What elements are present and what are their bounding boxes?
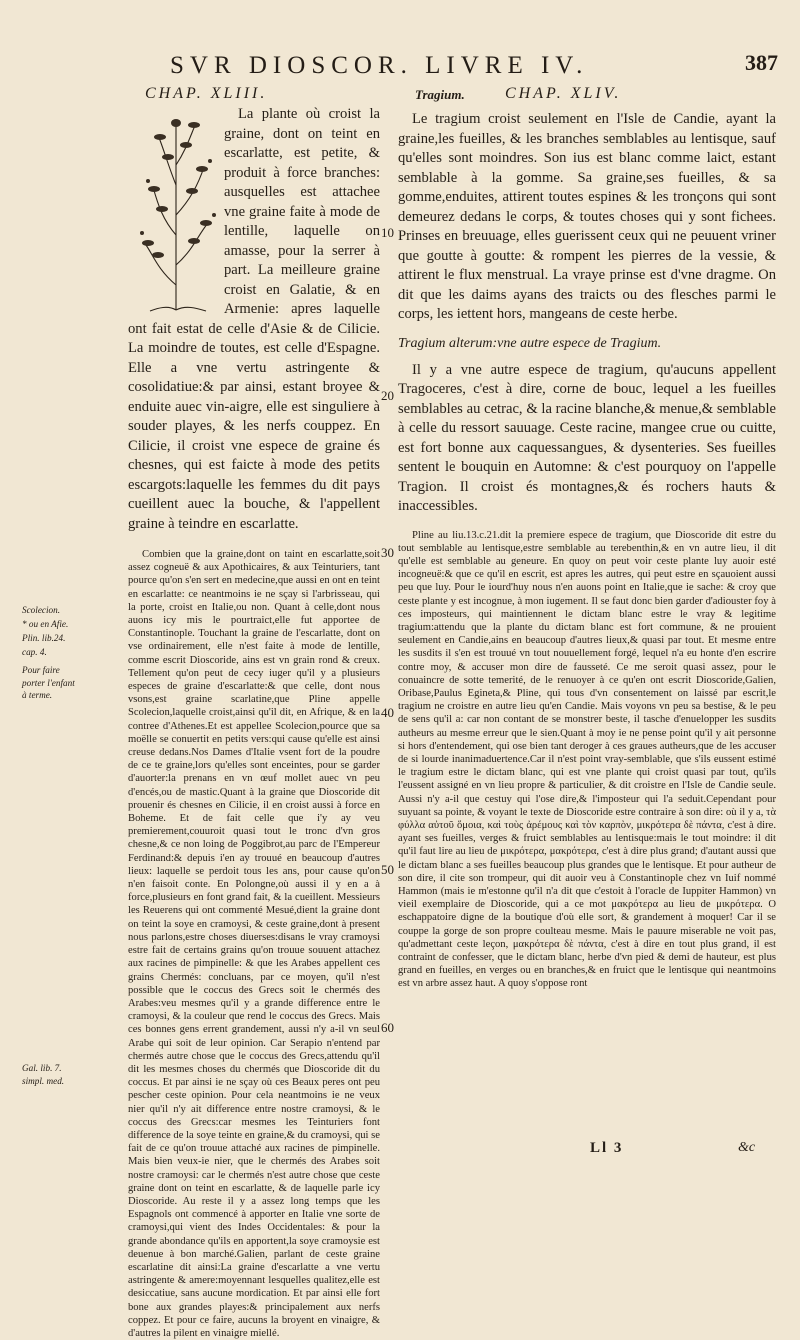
page-number: 387 (745, 50, 778, 75)
right-subheading: Tragium alterum:vne autre espece de Tragium. (398, 335, 662, 351)
left-column (128, 105, 380, 1340)
line-number: 50 (381, 862, 394, 877)
margin-note-scolecion: Scolecion. (22, 605, 61, 615)
right-second-text: Il y a vne autre espece de tragium, qu'aucuns appellent Tragoceres, c'est à dire, corne de bouc, lequel a les fueilles semblables au cetrac, & la racine blanche,& menue,& semblable à celle du ressort sauuage. Ceste racine, mangee crue ou cuitte, est fort bonne aux caquessangues, & dysenteries. Ses fueilles sentent le bouquin en Automne: & c'est pourquoy on l'appelle Tragion. Il croist és montagnes,& és rochers hauts & inaccessibles. (398, 361, 776, 514)
margin-note-galien: Gal. lib. 7. simpl. med. (22, 1063, 65, 1086)
margin-note-afie: * ou en Afie. (22, 619, 69, 629)
plant-illustration (128, 105, 224, 315)
right-commentary: Pline au liu.13.c.21.dit la premiere espece de tragium, que Dioscoride dit estre du tout semblable au lentisque,estre semblable au terebenthin,& en vn autre lieu, il dit qu'elle est semblable au geneure. En quoy on peut voir ceste plante luy auoir esté incogneuë:& que ce qu'il en escrit, est apres les autres, qui peut estre en sçauoient aussi peu que luy. Pour le iourd'huy nous n'en auons point en Italie,que ie sache: & croy que ceste plante y est incognue, à mon iugement. Il se faut donc bien garder d'adiouster foy à ces imposteurs, qui maintiennent le dictam blanc estre le vray & legitime tragium:attendu que la plante du dictam blanc est fort commune, & ne prouient seulement en Candie,ains en beaucoup d'autres lieux,& quasi par tout. Et mesme entre les susdits il s'en est trouué vn tout nouuellement forgé, lequel n'a eu honte d'en escrire contre moy, & accuser mon dire de fausseté. Ce me seroit quasi assez, pour le conuaincre de sotte temerité, de le renuoyer à ce qu'en ont escrit Dioscoride,Galien, Oribase,Paulus Egineta,& Pline, qui tous d'vn consentement on laissé par escrit,le tragium ne croistre en autre lieu qu'en Candie. Mais voyons vn peu sa bestise, & le peu de sens qu'il a: car non contant de se monstrer beste, il tasche d'enuelopper les susdits autheurs au mesme erreur que le sien.Quant à moy ie ne pense point qu'il y ait personne si hors d'entendement, qui ose bien tant deroger à ces graues autheurs,que de les accuser de si lourde inanimaduertence.Car il n'est point vray-semblable, que s'ils eussent estimé le tragium estre le dictam blanc, qui est vne plante qui croist quasi par tout, qu'ils l'eussent assigné en vn lieu propre & particulier, & dit croistre en l'Isle de Candie seule. Aussi n'y a-il que cestuy qui l'ose dire,& l'imposteur qui l'a seduit.Cependant pour suyuant sa pointe, & voyant le texte de Dioscoride estre contraire à son dire: où il y a, τὰ φύλλα αὐτοῦ ὅμοια, καὶ τοὺς ἀρέμους καὶ τὸν καρπὸν, μικρότερα δὲ πάντα, c'est à dire. ayant ses fueilles, verges & fruict semblables au lentisque:mais le tout moindre: il dit qu'il faut lire au lieu de μικρότερα, μακρότερα, c'est à dire plus grand; d'autant aussi que le dictam blanc a ses fueilles beaucoup plus grandes que le lentisque. Et pour autheur de son dire, il cite son trompeur, qui dit auoir veu à Constantinople chez vn Iuif nommé Hammon (mais ie m'estonne qu'il n'a dit que c'estoit à l'oracle de Iuppiter Hammon) vn vieil exemplaire de Dioscoride, qui a ce mot μακρότερα au lieu de μικρότερα. O eschappatoire digne de la boutique d'où elle sort, & grandement à moquer! Car il se couppe la gorge de son propre coulteau mesme. Mais le pauure miserable ne voit pas, qu'admettant ceste leçon, μακρότερα δὲ πάντα, c'est à dire en tout plus grand, il est contraint de confesser, que le dictam blanc, herbe d'vn pied & demi de hauteur, est plus grand en fueilles, en verges ou en branches,& en fruict que le lentisque qui neantmoins est vn arbre assez haut. A quoy s'oppose ront (398, 529, 776, 990)
printer-signature: Ll 3 (590, 1140, 624, 1156)
margin-note-terme: Pour faire porter l'enfant à terme. (22, 665, 75, 701)
running-head: SVR DIOSCOR. LIVRE IV. (170, 52, 589, 79)
right-main-text: Le tragium croist seulement en l'Isle de Candie, ayant la graine,les fueilles, & les branches semblables au lentisque, sauf qu'elles sont moindres. Son ius est blanc comme laict, estant semblable à la gomme. Sa graine,ses fueilles, & sa gomme,enduites, attirent toutes espines & les tronçons qui sont demeurez dedans le corps, & toutes choses qui y sont fichees. Prinses en breuuage, elles guerissent ceux qui ne peuuent vriner que goutte à goutte: & rompent les pierres de la vessie, & attirent le flux menstrual. La vraye prinse est d'vne dragme. On dit que les daims ayans des traicts ou des flesches parmi le corps, les iettent hors, mangeans de ceste herbe. (398, 111, 776, 322)
line-number: 20 (381, 388, 394, 403)
chapter-heading-right: CHAP. XLIV. (505, 85, 622, 102)
margin-note-cap: cap. 4. (22, 647, 47, 657)
line-number: 10 (381, 225, 394, 240)
chapter-heading-left: CHAP. XLIII. (145, 85, 268, 102)
catchword: &c (738, 1140, 756, 1155)
line-number: 30 (381, 545, 394, 560)
line-number: 40 (381, 705, 394, 720)
margin-note-plin: Plin. lib.24. (22, 633, 66, 643)
right-column (398, 110, 776, 991)
left-commentary: Combien que la graine,dont on taint en escarlatte,soit assez cogneuë & aux Apothicaires, & aux Teinturiers, tant pource qu'on s'en sert en medecine,que aussi en ont en teint en escarlatte: ce neantmoins ie ne sçay si l'arbrisseau, qui la porte, croist en Italie,ou non. Quant à celle,dont nous auons icy mis le pourtraict,elle fut apportee de Constantinople. Touchant la graine de l'escarlatte, dont on vse ordinairement, elle n'est faite à mode de lentille, comme escrit Dioscoride, ains est vn grain rond & creux. Tellement qu'on peut de cecy iuger qu'il y a plusieurs especes de graine d'escarlatte:& que celle, dont nous vsons,est graine scarlatine,que Pline appelle Scolecion,laquelle croist,ainsi qu'il dit, en Afrique, & en la contree d'Athenes.Et est appellee Scolecion,pource que sa moëlle se conuertit en petits vers:qui cause qu'elle est ainsi creuse dedans.Nos Dames d'Italie vsent fort de la poudre de ce te graine,lors qu'elles sont enceintes, pour se garder d'auorter:la prenans en vn œuf mollet auec vn peu d'encés,ou de mastic.Quant à la graine que Dioscoride dit prouenir és chesnes en Cilicie, il en croist aussi à force en Boheme. Et de fait celle que i'y ay veu premierement,couuroit quasi tout le tronc d'vn gros chesne,& ce non loing de Poggibrot,au parc de l'Empereur Ferdinand:& depuis i'en ay trouué en beaucoup d'autres lieux: laquelle se perdoit tous les ans, pour cause qu'on n'en faisoit conte. En Polongne,où aussi il y en a à force,plusieurs en font grand fait, & la cueillent. Messieurs les Reuerens qui ont commenté Mesué,dient la graine dont on teint la soye en cramoysi, & ceste graine,dont à present nous parlons,estre choses diuerses:disans le vray cramoysi estre fait de certains grains qu'on trouue souuent attachez aux racines de pimpinelle: & que les Arabes appellent ces grains Chermés: concluans, par ce moyen, qu'il n'est possible que le coccus des Grecs soit le chermés des Arabes:veu mesmes qu'il y a grande difference entre le cramoysi, & la couleur que rend le coccus des Grecs. Mais ces bonnes gens errent grandement, aussi n'y a-il vn seul Arabe qui soit de leur opinion. Car Serapio n'entend par chermés autre chose que le coccus des Grecs,attendu qu'il dit les mesmes choses du chermés que Dioscoride dit du coccus. Et par ainsi ie ne sçay où ces Beaux peres ont peu pescher ceste opinion. Pour cela neantmoins ie ne veux nier qu'il n'y ait difference entre nostre cramoysi, & le coccus des Grecs:car mesmes les Teinturiers font difference de la soye teinte en graine,& du cramoysi, qui se fait de ce qu'on trouue attaché aux racines de pimpinelle. Mais bien veux-ie nier, que le chermés des Arabes soit nostre cramoysi: car le chermés n'est autre chose que ceste graine dont on teint en escarlatte, & de laquelle parle icy Dioscoride. Au reste il y a assez long temps que les Espagnols ont commencé à apporter en Italie vne sorte de cramoysi,qui vient des Indes Occidentales: & pour la grande abondance qu'ils en apportent,la soye cramoysie est deuenue à bon marché.Galien, parlant de ceste graine escarlatine dit ainsi:La graine d'escarlatte a vne vertu astringente & amere:moyennant lesquelles qualitez,elle est desiccatiue, sans aucune mordication. Et par ainsi elle fort bone aux grandes playes:& principalement aux nerfs coppez. Et pour ce faire, aucuns la broyent en vinaigre, & d'autres la pilent en vinaigre miellé. (128, 549, 380, 1339)
line-number: 60 (381, 1020, 394, 1035)
left-main-text: La plante où croist la graine, dont on teint en escarlatte, est petite, & produit à force branches: ausquelles est attachee vne graine faite à mode de lentille, laquelle on amasse, pour la serrer à part. La meilleure graine croist en Galatie, & en Armenie: apres laquelle ont fait estat de celle d'Asie & de Cilicie. La moindre de toutes, est celle d'Espagne. Elle a vne vertu astringente & cosolidatiue:& par ainsi, estant broyee & enduite auec vin-aigre, elle est singuliere à souder playes, & les nerfs couppez. En Cilicie, il croist vne espece de graine és chesnes, qui est faicte à mode des petits escargots:laquelle les femmes du dit pays cueillent auec la bouche, & l'appellent graine à teindre en escarlatte. (128, 106, 380, 532)
tragium-label: Tragium. (415, 87, 465, 102)
